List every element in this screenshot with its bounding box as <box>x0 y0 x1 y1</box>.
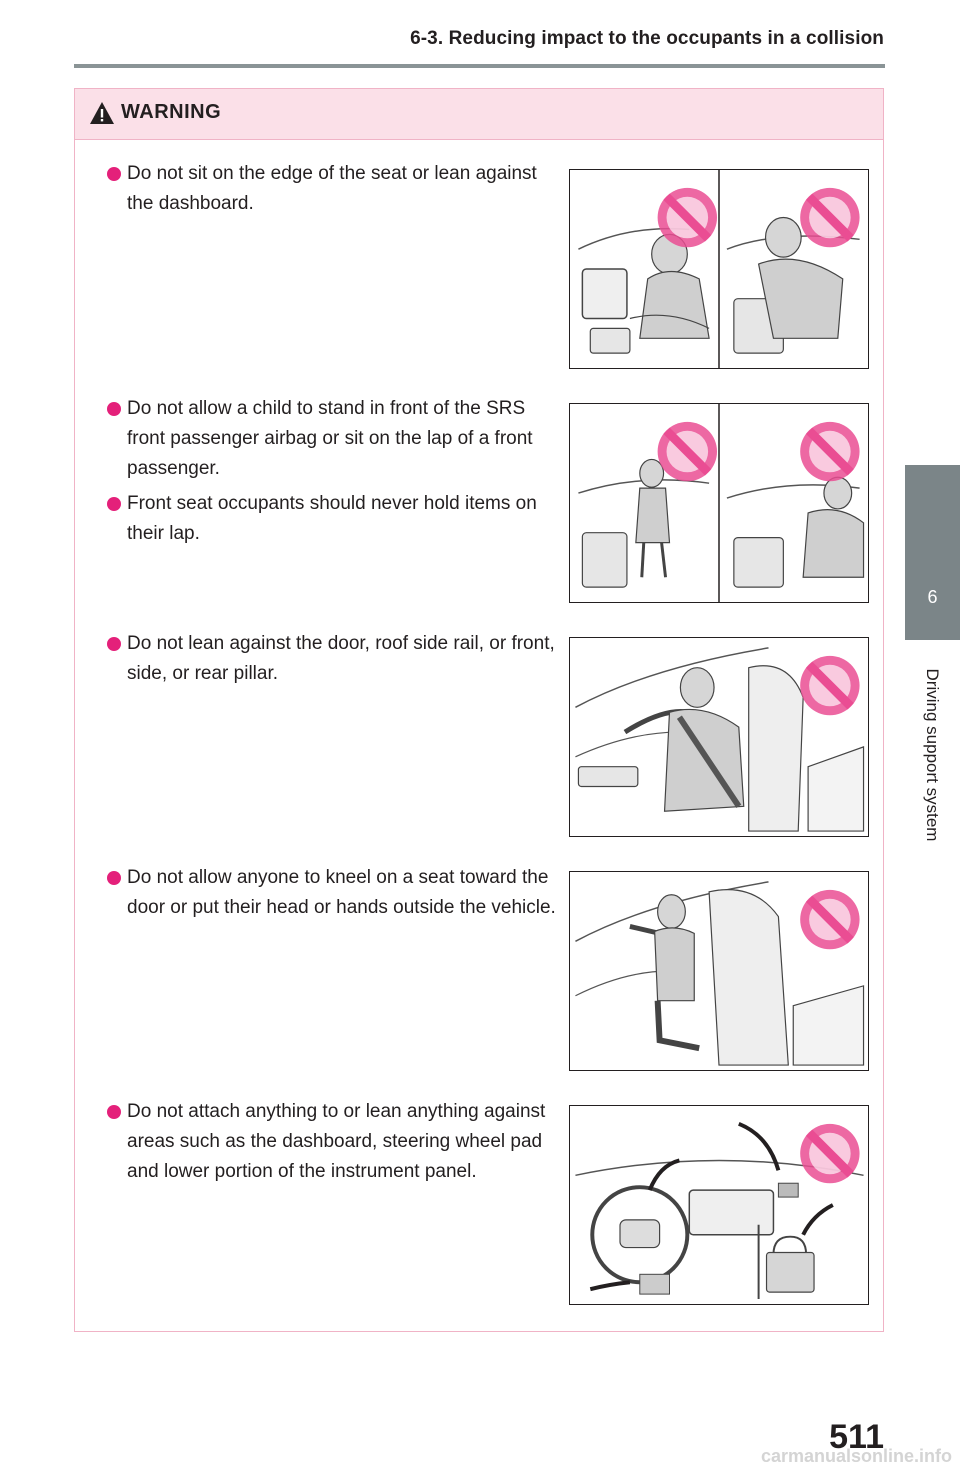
chapter-tab[interactable] <box>905 465 960 640</box>
bullet-dot <box>107 497 121 511</box>
prohibition-sign-icon <box>800 890 859 949</box>
bullet-dot <box>107 167 121 181</box>
bullet-dot <box>107 871 121 885</box>
footer-watermark: carmanualsonline.info <box>760 1446 952 1466</box>
warning-header <box>75 89 883 140</box>
warning-item-text: Do not allow a child to stand in front of the SRS front passenger airbag or sit on the lap of a front passenger. <box>127 398 533 479</box>
section-header-title: 6-3. Reducing impact to the occupants in a collision <box>410 28 884 49</box>
bullet-dot <box>107 637 121 651</box>
warning-item <box>107 394 567 484</box>
prohibition-sign-icon <box>800 656 859 715</box>
warning-item <box>107 863 567 923</box>
chapter-tab-label: Driving support system <box>923 668 942 842</box>
header-rule <box>74 64 885 68</box>
warning-item-text: Do not allow anyone to kneel on a seat toward the door or put their head or hands outside the vehicle. <box>127 867 556 918</box>
warning-title: WARNING <box>121 101 222 123</box>
illustration-kneel-seat <box>569 871 869 1071</box>
chapter-tab-number: 6 <box>927 587 938 607</box>
warning-triangle-icon <box>89 101 115 125</box>
prohibition-sign-icon <box>800 422 859 481</box>
illustration-child-airbag <box>569 403 869 603</box>
page-number: 511 <box>829 1418 884 1456</box>
warning-item <box>107 489 567 549</box>
warning-item <box>107 159 567 219</box>
illustration-seat-edge <box>569 169 869 369</box>
illustration-lean-door <box>569 637 869 837</box>
warning-item <box>107 1097 567 1187</box>
warning-item <box>107 629 567 689</box>
warning-item-text: Do not lean against the door, roof side rail, or front, side, or rear pillar. <box>127 633 555 684</box>
prohibition-sign-icon <box>800 188 859 247</box>
illustration-dashboard-items <box>569 1105 869 1305</box>
prohibition-sign-icon <box>800 1124 859 1183</box>
bullet-dot <box>107 402 121 416</box>
warning-item-text: Do not attach anything to or lean anything against areas such as the dashboard, steering wheel pad and lower portion of the instrument panel. <box>127 1101 546 1182</box>
warning-item-text: Do not sit on the edge of the seat or lean against the dashboard. <box>127 163 537 214</box>
warning-box <box>74 88 884 1332</box>
prohibition-sign-icon <box>658 422 717 481</box>
bullet-dot <box>107 1105 121 1119</box>
warning-item-text: Front seat occupants should never hold items on their lap. <box>127 493 537 544</box>
prohibition-sign-icon <box>658 188 717 247</box>
